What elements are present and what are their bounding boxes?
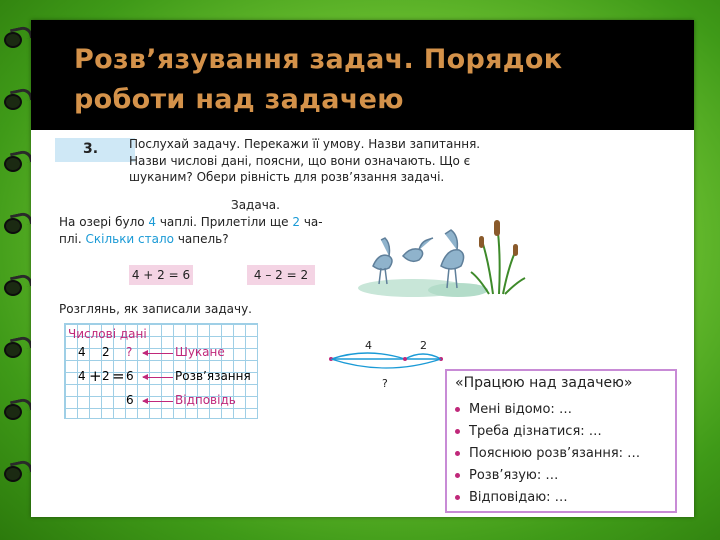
- instruction-line: шуканим? Обери рівність для розв’язання задачі.: [129, 170, 445, 184]
- notebook-rings: [0, 28, 30, 528]
- story-text: На озері було 4 чаплі. Прилетіли ще 2 ча- плі. Скільки стало чапель?: [59, 215, 323, 246]
- grid-value: 6: [126, 393, 134, 407]
- grid-value: 4: [78, 345, 86, 359]
- slide: [31, 20, 694, 517]
- grid-value: 2: [102, 369, 110, 383]
- scheme-left-value: 4: [365, 339, 372, 352]
- instruction-line: Назви числові дані, поясни, що вони означають. Що є: [129, 153, 471, 168]
- exercise-instructions: [129, 136, 529, 186]
- ring-icon: [4, 214, 30, 234]
- answer-label: Відповідь: [175, 393, 236, 407]
- grid-operator: +: [89, 367, 102, 385]
- story-title: Задача.: [231, 198, 280, 212]
- work-plan-box: [445, 369, 677, 513]
- title-bar: [31, 20, 694, 130]
- sought-label: Шукане: [175, 345, 225, 359]
- work-plan-list: [455, 399, 640, 509]
- list-item: Розв’язую: …: [455, 465, 640, 487]
- grid-value: 6: [126, 369, 134, 383]
- notation-grid: [64, 323, 258, 419]
- equation-choice-addition: 4 + 2 = 6: [129, 265, 193, 285]
- exercise-number: 3.: [83, 141, 99, 157]
- instruction-line: Послухай задачу. Перекажи її умову. Назви запитання.: [129, 137, 481, 151]
- equation-choice-subtraction: 4 – 2 = 2: [247, 265, 315, 285]
- list-item: Відповідаю: …: [455, 487, 640, 509]
- look-instruction: Розглянь, як записали задачу.: [59, 302, 252, 316]
- bullet-icon: [455, 473, 460, 478]
- bullet-icon: [455, 407, 460, 412]
- solution-label: Розв’язання: [175, 369, 251, 383]
- arrow-icon: [143, 353, 173, 354]
- bullet-icon: [455, 429, 460, 434]
- ring-icon: [4, 90, 30, 110]
- work-plan-title: «Працюю над задачею»: [455, 375, 633, 391]
- ring-icon: [4, 462, 30, 482]
- grid-value: 2: [102, 345, 110, 359]
- grid-equals: =: [112, 367, 125, 385]
- arrow-icon: [143, 401, 173, 402]
- herons-illustration: [353, 206, 533, 300]
- exercise-number-badge: [55, 138, 135, 162]
- ring-icon: [4, 338, 30, 358]
- scheme-right-value: 2: [420, 339, 427, 352]
- list-item: Треба дізнатися: …: [455, 421, 640, 443]
- ring-icon: [4, 28, 30, 48]
- grid-question: ?: [126, 345, 133, 359]
- ring-icon: [4, 400, 30, 420]
- slide-title: Розв’язування задач. Порядок роботи над задачею: [74, 44, 563, 115]
- scheme-total: ?: [382, 377, 388, 390]
- list-item: Пояснюю розв’язання: …: [455, 443, 640, 465]
- arrow-icon: [143, 377, 173, 378]
- textbook-page: [31, 130, 694, 517]
- list-item: Мені відомо: …: [455, 399, 640, 421]
- grid-value: 4: [78, 369, 86, 383]
- segment-scheme: [327, 337, 447, 397]
- ring-icon: [4, 152, 30, 172]
- bullet-icon: [455, 495, 460, 500]
- bullet-icon: [455, 451, 460, 456]
- numeric-data-label: Числові дані: [68, 327, 147, 341]
- ring-icon: [4, 276, 30, 296]
